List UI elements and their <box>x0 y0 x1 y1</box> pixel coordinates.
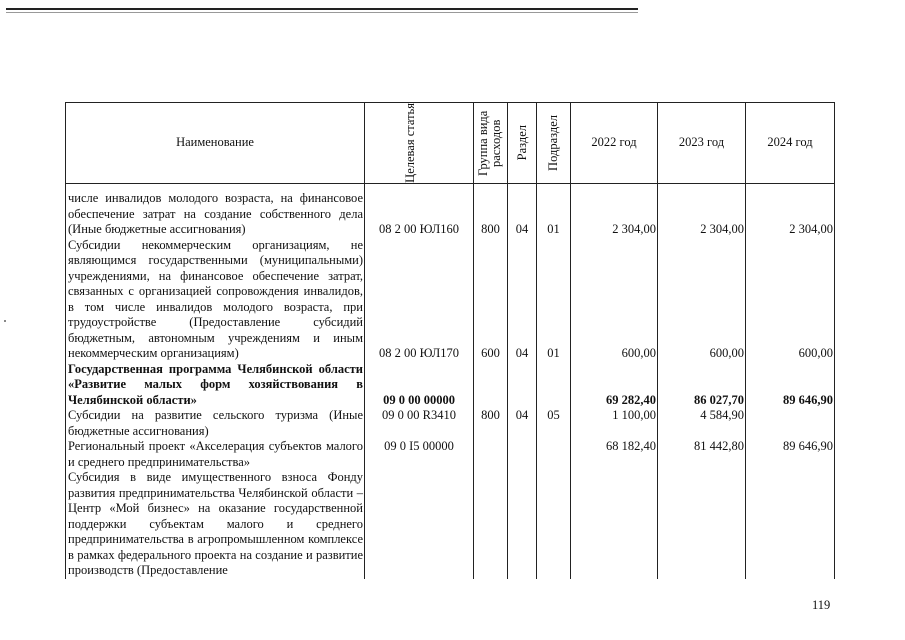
header-subsection-label: Подраздел <box>546 115 560 171</box>
table-header-row <box>66 103 835 184</box>
row-group: 600 <box>474 238 508 362</box>
header-target <box>365 103 474 184</box>
margin-mark <box>4 320 6 322</box>
row-2023: 86 027,70 <box>658 362 746 409</box>
row-name: Субсидии некоммерческим организациям, не являющимся государственными (муниципальными) учреждениями, на финансовое обеспечение затрат, связанных с организацией сопровождения инвалидов, в том числе инвалидов молодого возраста, при трудоустройстве (Предоставление субсидий бюджетным, автономным учреждениям и иным некоммерческим организациям) <box>66 238 365 362</box>
row-2024: 600,00 <box>746 238 835 362</box>
row-2022: 68 182,40 <box>571 439 658 470</box>
row-group <box>474 439 508 470</box>
row-section: 04 <box>508 184 537 238</box>
row-group <box>474 470 508 579</box>
row-2024 <box>746 470 835 579</box>
row-group: 800 <box>474 184 508 238</box>
row-code: 08 2 00 ЮЛ170 <box>365 238 474 362</box>
row-2023: 600,00 <box>658 238 746 362</box>
header-section <box>508 103 537 184</box>
header-target-label: Целевая статья <box>403 103 417 183</box>
row-2022 <box>571 470 658 579</box>
row-name: числе инвалидов молодого возраста, на финансовое обеспечение затрат на создание собственного дела (Иные бюджетные ассигнования) <box>66 184 365 238</box>
row-section <box>508 362 537 409</box>
row-name: Региональный проект «Акселерация субъектов малого и среднего предпринимательства» <box>66 439 365 470</box>
row-section <box>508 470 537 579</box>
row-section: 04 <box>508 238 537 362</box>
row-2024: 89 646,90 <box>746 362 835 409</box>
header-group-label: Группа вида расходов <box>475 110 503 176</box>
row-2022: 600,00 <box>571 238 658 362</box>
row-code: 09 0 00 R3410 <box>365 408 474 439</box>
page-number: 119 <box>812 598 831 612</box>
header-2024: 2024 год <box>746 103 835 184</box>
row-name: Государственная программа Челябинской области «Развитие малых форм хозяйствования в Челябинской области» <box>66 362 365 409</box>
row-2024: 2 304,00 <box>746 184 835 238</box>
table-row <box>66 408 835 439</box>
header-2022: 2022 год <box>571 103 658 184</box>
row-code <box>365 470 474 579</box>
row-2023: 2 304,00 <box>658 184 746 238</box>
row-2023: 81 442,80 <box>658 439 746 470</box>
row-2022: 69 282,40 <box>571 362 658 409</box>
row-2022: 1 100,00 <box>571 408 658 439</box>
table-row <box>66 439 835 470</box>
row-2022: 2 304,00 <box>571 184 658 238</box>
header-subsection <box>537 103 571 184</box>
row-2023 <box>658 470 746 579</box>
row-section: 04 <box>508 408 537 439</box>
header-2023: 2023 год <box>658 103 746 184</box>
row-group <box>474 362 508 409</box>
row-section <box>508 439 537 470</box>
header-group <box>474 103 508 184</box>
row-name: Субсидии на развитие сельского туризма (Иные бюджетные ассигнования) <box>66 408 365 439</box>
row-2023: 4 584,90 <box>658 408 746 439</box>
row-subsection <box>537 362 571 409</box>
table-row <box>66 238 835 362</box>
row-2024: 89 646,90 <box>746 439 835 470</box>
header-section-label: Раздел <box>514 125 529 161</box>
row-group: 800 <box>474 408 508 439</box>
top-rule <box>6 8 638 10</box>
top-rule-thin <box>6 12 638 13</box>
row-2024 <box>746 408 835 439</box>
row-subsection <box>537 439 571 470</box>
header-name: Наименование <box>66 103 365 184</box>
row-subsection: 01 <box>537 184 571 238</box>
row-subsection: 01 <box>537 238 571 362</box>
row-code: 08 2 00 ЮЛ160 <box>365 184 474 238</box>
row-subsection: 05 <box>537 408 571 439</box>
row-subsection <box>537 470 571 579</box>
budget-table <box>65 102 835 579</box>
row-code: 09 0 00 00000 <box>365 362 474 409</box>
table-row <box>66 470 835 579</box>
row-code: 09 0 I5 00000 <box>365 439 474 470</box>
table-row <box>66 362 835 409</box>
row-name: Субсидия в виде имущественного взноса Фонду развития предпринимательства Челябинской области – Центр «Мой бизнес» на оказание государственной поддержки субъектам малого и среднего предпринимательства в агропромышленном комплексе в рамках федерального проекта на создание и развитие производств (Предоставление <box>66 470 365 579</box>
table-row <box>66 184 835 238</box>
